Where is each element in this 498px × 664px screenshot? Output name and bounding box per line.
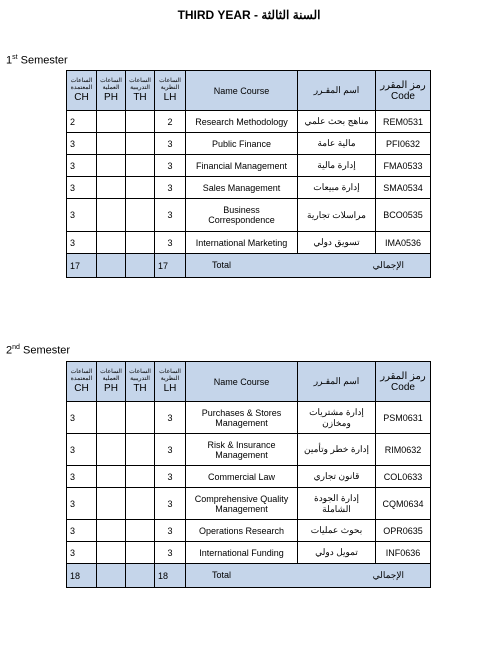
cell-ph [97,434,126,466]
cell-course-code: SMA0534 [376,177,431,199]
cell-course-name: Financial Management [186,155,298,177]
cell-course-code: BCO0535 [376,199,431,232]
total-th [126,254,155,278]
cell-course-code: CQM0634 [376,488,431,520]
cell-ch: 2 [67,111,97,133]
table-row [67,232,431,254]
header-name-course: Name Course [186,362,298,402]
cell-ch: 3 [67,488,97,520]
table-row [67,488,431,520]
cell-th [126,402,155,434]
cell-ph [97,488,126,520]
cell-ph [97,177,126,199]
cell-course-name-arabic: مراسلات تجارية [298,199,376,232]
header-ph: الساعات العملية PH [97,362,126,402]
cell-th [126,466,155,488]
cell-ch: 3 [67,199,97,232]
header-th: الساعات التدريبية TH [126,71,155,111]
table-row [67,199,431,232]
cell-th [126,434,155,466]
cell-th [126,177,155,199]
cell-ch: 3 [67,155,97,177]
cell-ch: 3 [67,177,97,199]
total-label: Total [212,570,232,580]
cell-course-name: Public Finance [186,133,298,155]
cell-ph [97,199,126,232]
semester-number: 2 [6,344,13,357]
cell-th [126,199,155,232]
page-title [0,8,498,22]
total-ch: 18 [67,564,97,588]
cell-ph [97,232,126,254]
header-name-arabic: اسم المقـرر [298,71,376,111]
cell-course-name: Purchases & Stores Management [186,402,298,434]
semester-label: Semester [22,344,71,357]
header-code: رمز المقرر Code [376,362,431,402]
total-ph [97,564,126,588]
cell-course-name-arabic: بحوث عمليات [298,520,376,542]
table-row [67,111,431,133]
cell-course-code: PSM0631 [376,402,431,434]
cell-th [126,232,155,254]
cell-lh: 3 [155,133,186,155]
total-ch: 17 [67,254,97,278]
semester-1-table [66,70,431,278]
table-row [67,542,431,564]
cell-course-code: REM0531 [376,111,431,133]
table-row [67,177,431,199]
cell-course-code: PFI0632 [376,133,431,155]
cell-lh: 3 [155,488,186,520]
header-name-course: Name Course [186,71,298,111]
table-row [67,520,431,542]
header-name-arabic: اسم المقـرر [298,362,376,402]
semester-ordinal: st [12,54,18,61]
header-ph: الساعات العملية PH [97,71,126,111]
total-label-arabic: الإجمالي [372,570,404,580]
cell-course-name: Comprehensive Quality Management [186,488,298,520]
cell-lh: 3 [155,232,186,254]
cell-th [126,520,155,542]
total-ph [97,254,126,278]
header-ch: الساعات المعتمدة CH [67,362,97,402]
cell-course-name-arabic: مناهج بحث علمي [298,111,376,133]
cell-course-name-arabic: تمويل دولي [298,542,376,564]
cell-ch: 3 [67,466,97,488]
cell-lh: 3 [155,199,186,232]
header-code: رمز المقرر Code [376,71,431,111]
cell-lh: 3 [155,402,186,434]
cell-course-name-arabic: إدارة مبيعات [298,177,376,199]
cell-course-name-arabic: إدارة الجودة الشاملة [298,488,376,520]
cell-course-name: Research Methodology [186,111,298,133]
cell-ph [97,520,126,542]
cell-course-name-arabic: إدارة مشتريات ومخازن [298,402,376,434]
semester-heading-2 [6,344,70,357]
cell-course-code: OPR0635 [376,520,431,542]
cell-ph [97,466,126,488]
header-th: الساعات التدريبية TH [126,362,155,402]
cell-ph [97,402,126,434]
cell-course-name: International Marketing [186,232,298,254]
total-label-cell [186,254,431,278]
cell-course-name: Operations Research [186,520,298,542]
cell-ph [97,133,126,155]
header-lh: الساعات النظرية LH [155,362,186,402]
cell-course-name-arabic: مالية عامة [298,133,376,155]
table-row [67,466,431,488]
semester-heading-1 [6,54,68,67]
cell-lh: 2 [155,111,186,133]
cell-course-code: COL0633 [376,466,431,488]
total-lh: 18 [155,564,186,588]
cell-course-name: Business Correspondence [186,199,298,232]
total-row [67,254,431,278]
title-english: THIRD YEAR [177,8,251,22]
cell-th [126,133,155,155]
semester-label: Semester [20,54,68,67]
cell-lh: 3 [155,466,186,488]
cell-ch: 3 [67,133,97,155]
total-label-cell [186,564,431,588]
cell-course-name: Commercial Law [186,466,298,488]
cell-th [126,155,155,177]
cell-lh: 3 [155,520,186,542]
total-th [126,564,155,588]
semester-2-table [66,361,431,588]
cell-ph [97,155,126,177]
table-header-row [67,71,431,111]
total-lh: 17 [155,254,186,278]
cell-lh: 3 [155,434,186,466]
total-row [67,564,431,588]
table-row [67,133,431,155]
cell-course-name-arabic: قانون تجاري [298,466,376,488]
cell-ph [97,111,126,133]
cell-ch: 3 [67,542,97,564]
cell-course-name: International Funding [186,542,298,564]
table-header-row [67,362,431,402]
total-label: Total [212,260,232,270]
cell-ch: 3 [67,232,97,254]
cell-ph [97,542,126,564]
cell-course-name: Sales Management [186,177,298,199]
cell-course-code: IMA0536 [376,232,431,254]
cell-ch: 3 [67,402,97,434]
semester-number: 1 [6,54,13,67]
cell-ch: 3 [67,434,97,466]
cell-course-code: INF0636 [376,542,431,564]
cell-th [126,542,155,564]
title-separator: - [254,8,259,22]
total-label-arabic: الإجمالي [372,260,404,270]
title-arabic: السنة الثالثة [261,8,321,22]
cell-course-code: RIM0632 [376,434,431,466]
cell-lh: 3 [155,177,186,199]
cell-course-name-arabic: إدارة خطر وتأمين [298,434,376,466]
table-row [67,434,431,466]
cell-lh: 3 [155,155,186,177]
cell-th [126,488,155,520]
cell-course-name: Risk & Insurance Management [186,434,298,466]
header-ch: الساعات المعتمدة CH [67,71,97,111]
cell-course-name-arabic: تسويق دولي [298,232,376,254]
table-row [67,155,431,177]
header-lh: الساعات النظرية LH [155,71,186,111]
cell-th [126,111,155,133]
table-row [67,402,431,434]
cell-course-name-arabic: إدارة مالية [298,155,376,177]
cell-ch: 3 [67,520,97,542]
cell-lh: 3 [155,542,186,564]
cell-course-code: FMA0533 [376,155,431,177]
semester-ordinal: nd [12,344,20,351]
